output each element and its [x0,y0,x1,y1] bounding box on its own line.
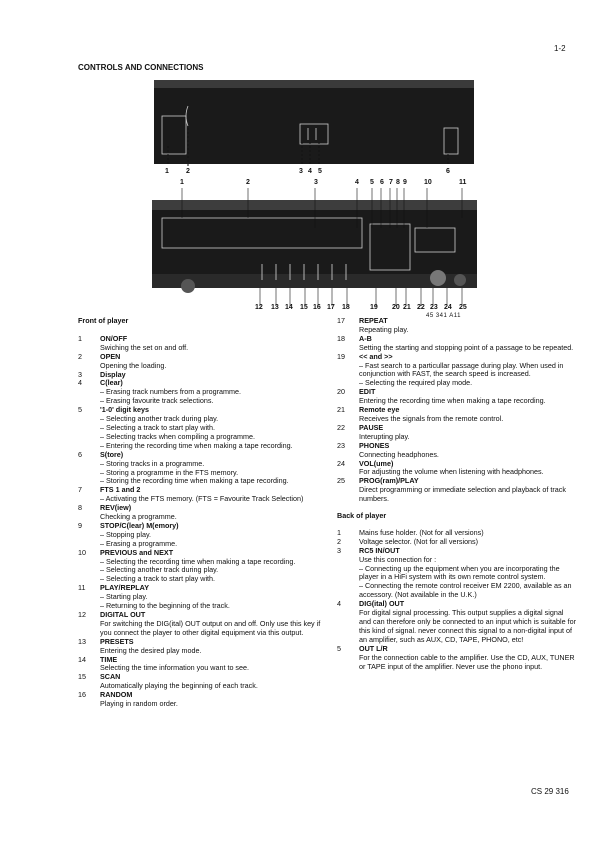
item-heading: Remote eye [359,405,400,415]
item-text: – Connecting the remote control receiver EM 2200, available as an accessory. (Not available in the U.K.) [359,581,572,600]
item-text: Direct programming or immediate selection and playback of track numbers. [359,485,566,504]
front-controls-column [78,317,330,709]
list-item [337,424,577,442]
item-heading: OPEN [100,351,121,361]
item-body [100,504,330,522]
item-body [100,486,330,504]
item-text: – Selecting a track to start play with. [100,422,216,432]
list-item [78,451,330,487]
front-panel-drawing [140,188,490,306]
item-text: – Connecting up the equipment when you are incorporating the player in a HiFi system with its own remote control system. [359,563,560,582]
front-callout: 19 [370,304,378,311]
item-number: 5 [337,643,341,653]
item-body [100,691,330,709]
item-number: 24 [337,458,345,468]
back-callout: 2 [186,168,190,175]
list-item [337,335,577,353]
list-item [337,547,577,600]
list-item [78,504,330,522]
document-code: CS 29 316 [531,787,569,796]
item-heading: C(lear) [100,378,123,388]
front-callout: 14 [285,304,293,311]
item-body [359,442,577,460]
front-callout: 10 [424,179,432,186]
front-callout: 13 [271,304,279,311]
item-text: Use this connection for : [359,554,437,564]
item-heading: EDIT [359,387,376,397]
front-callout: 7 [389,179,393,186]
item-body [100,656,330,674]
item-text: – Selecting the recording time when making a tape recording. [100,556,296,566]
front-callout: 22 [417,304,425,311]
back-callout: 1 [165,168,169,175]
item-text: – Activating the FTS memory. (FTS = Favourite Track Selection) [100,494,304,504]
item-text: Automatically playing the beginning of each track. [100,681,258,691]
item-heading: RC5 IN/OUT [359,545,400,555]
item-text: Entering the desired play mode. [100,645,202,655]
item-number: 18 [337,333,345,343]
item-number: 22 [337,422,345,432]
item-body [359,406,577,424]
front-callout: 9 [403,179,407,186]
list-item [78,522,330,549]
item-text: – Starting play. [100,592,148,602]
item-text: Repeating play. [359,324,409,334]
item-text: – Entering the recording time when making a tape recording. [100,440,293,450]
item-body [359,388,577,406]
item-text: Voltage selector. (Not for all versions) [359,536,479,546]
item-number: 21 [337,405,345,415]
front-callout: 2 [246,179,250,186]
item-heading: FTS 1 and 2 [100,485,141,495]
item-number: 14 [78,654,86,664]
item-body [359,424,577,442]
list-item [337,460,577,478]
list-item [337,600,577,645]
list-item [337,645,577,672]
item-body [359,600,577,645]
item-body [100,371,330,380]
item-text: Playing in random order. [100,699,178,709]
item-text: – Erasing favourite track selections. [100,396,214,406]
item-heading: PAUSE [359,422,384,432]
item-text: – Selecting the required play mode. [359,378,473,388]
front-callout: 4 [355,179,359,186]
right-list [337,317,577,504]
item-text: – Erasing track numbers from a programme. [100,387,242,397]
list-item [78,406,330,451]
item-text: – Returning to the beginning of the track. [100,601,230,611]
item-text: Receives the signals from the remote control. [359,413,504,423]
item-heading: PREVIOUS and NEXT [100,547,174,557]
item-number: 1 [78,333,82,343]
item-number: 6 [78,449,82,459]
item-heading: << and >> [359,351,393,361]
item-heading: ON/OFF [100,333,128,343]
item-heading: DIG(ital) OUT [359,599,405,609]
item-number: 3 [337,545,341,555]
item-heading: A-B [359,333,372,343]
item-text: Mains fuse holder. (Not for all versions) [359,527,484,537]
front-callout: 21 [403,304,411,311]
item-text: – Storing the recording time when making a tape recording. [100,476,289,486]
front-callout: 16 [313,304,321,311]
front-list [78,335,330,709]
list-item [337,388,577,406]
item-number: 11 [78,583,86,593]
item-body [100,638,330,656]
item-heading: PHONES [359,440,390,450]
item-text: For adjusting the volume when listening with headphones. [359,467,544,477]
list-item [337,353,577,389]
item-number: 2 [337,536,341,546]
list-item [337,477,577,504]
back-list [337,529,577,672]
list-item [337,317,577,335]
item-number: 20 [337,387,345,397]
item-text: – Erasing a programme. [100,538,178,548]
item-number: 4 [78,378,82,388]
item-text: Opening the loading. [100,360,167,370]
item-text: – Selecting a track to start play with. [100,574,216,584]
front-callout: 25 [459,304,467,311]
item-text: – Selecting tracks when compiling a programme. [100,431,256,441]
front-callout: 15 [300,304,308,311]
item-body [359,477,577,504]
item-number: 17 [337,316,345,325]
drawing-reference: 45 341 A11 [426,313,461,319]
back-heading: Back of player [337,511,387,521]
front-callout: 8 [396,179,400,186]
item-body [100,522,330,549]
item-text: Entering the recording time when making a tape recording. [359,396,546,406]
item-number: 7 [78,485,82,495]
list-item [78,335,330,353]
item-text: – Storing a programme in the FTS memory. [100,467,239,477]
item-body [100,353,330,371]
item-heading: S(tore) [100,449,124,459]
item-heading: RANDOM [100,690,133,700]
item-body [359,317,577,335]
front-callout: 23 [430,304,438,311]
item-heading: '1-0' digit keys [100,405,149,415]
item-text: For switching the DIG(ital) OUT output on and off. Only use this key if you connect the player to other digital equipment via this output. [100,618,321,637]
item-heading: VOL(ume) [359,458,394,468]
item-number: 2 [78,351,82,361]
item-body [100,549,330,585]
item-number: 23 [337,440,345,450]
item-body [359,353,577,389]
back-callout: 5 [318,168,322,175]
item-heading: PROG(ram)/PLAY [359,476,419,486]
back-panel-drawing [150,76,480,176]
list-item [78,611,330,638]
item-text: Selecting the time information you want to see. [100,663,250,673]
list-item [78,691,330,709]
item-body [100,611,330,638]
item-body [100,335,330,353]
item-text: – Selecting another track during play. [100,565,219,575]
item-text: Checking a programme. [100,512,177,522]
item-text: Setting the starting and stopping point of a passage to be repeated. [359,342,574,352]
list-item [78,673,330,691]
item-number: 13 [78,636,86,646]
item-heading: REV(iew) [100,503,132,513]
back-callout: 4 [308,168,312,175]
list-item [78,486,330,504]
item-heading: PRESETS [100,636,134,646]
item-text: Interupting play. [359,431,410,441]
list-item [337,406,577,424]
front-callout: 20 [392,304,400,311]
front-callout: 6 [380,179,384,186]
item-number: 16 [78,690,86,700]
item-heading: STOP/C(lear) M(emory) [100,520,179,530]
item-number: 3 [78,369,82,379]
front-callout: 1 [180,179,184,186]
item-heading: PLAY/REPLAY [100,583,149,593]
front-callout: 3 [314,179,318,186]
item-heading: REPEAT [359,316,388,325]
right-column [337,317,577,671]
item-body [359,460,577,478]
item-number: 25 [337,476,345,486]
item-text: Connecting headphones. [359,449,439,459]
item-heading: TIME [100,654,118,664]
list-item [78,379,330,406]
list-item [78,549,330,585]
front-heading: Front of player [78,316,129,325]
item-text: – Selecting another track during play. [100,414,219,424]
back-callout: 6 [446,168,450,175]
list-item [78,638,330,656]
item-number: 10 [78,547,86,557]
page-title: CONTROLS AND CONNECTIONS [78,63,204,72]
item-heading: Display [100,369,126,379]
item-text: – Storing tracks in a programme. [100,458,205,468]
item-heading: DIGITAL OUT [100,610,146,619]
list-item [78,353,330,371]
item-heading: OUT L/R [359,643,388,653]
item-body [100,379,330,406]
back-callout: 3 [299,168,303,175]
item-text: – Fast search to a particullar passage during play. When used in conjunction with FAST, the search speed is increased. [359,360,564,379]
item-heading: SCAN [100,672,121,682]
item-body [100,673,330,691]
item-body [359,645,577,672]
list-item [78,656,330,674]
item-number: 15 [78,672,86,682]
front-callout: 18 [342,304,350,311]
item-number: 19 [337,351,345,361]
item-text: Swiching the set on and off. [100,342,189,352]
item-number: 4 [337,599,341,609]
list-item [337,442,577,460]
front-callout: 12 [255,304,263,311]
item-text: – Stopping play. [100,529,152,539]
front-callout: 24 [444,304,452,311]
item-body [100,451,330,487]
item-body [100,406,330,451]
front-callout: 17 [327,304,335,311]
item-number: 5 [78,405,82,415]
item-number: 8 [78,503,82,513]
item-text: For digital signal processing. This output supplies a digital signal and can therefore only be connected to an input which is suitable for this kind of signal. never connect this signal to a non-digital input of an amplifier, such as AUX, CD, TAPE, PHONO, etc! [359,608,576,644]
item-number: 1 [337,527,341,537]
front-callout: 11 [459,179,467,186]
item-number: 12 [78,610,86,619]
list-item [78,584,330,611]
item-text: For the connection cable to the amplifier. Use the CD, AUX, TUNER or TAPE input of the amplifier. Never use the phono input. [359,652,575,671]
item-body [359,547,577,600]
front-callout: 5 [370,179,374,186]
page-number: 1-2 [554,44,566,53]
item-body [359,335,577,353]
item-number: 9 [78,520,82,530]
item-body [100,584,330,611]
